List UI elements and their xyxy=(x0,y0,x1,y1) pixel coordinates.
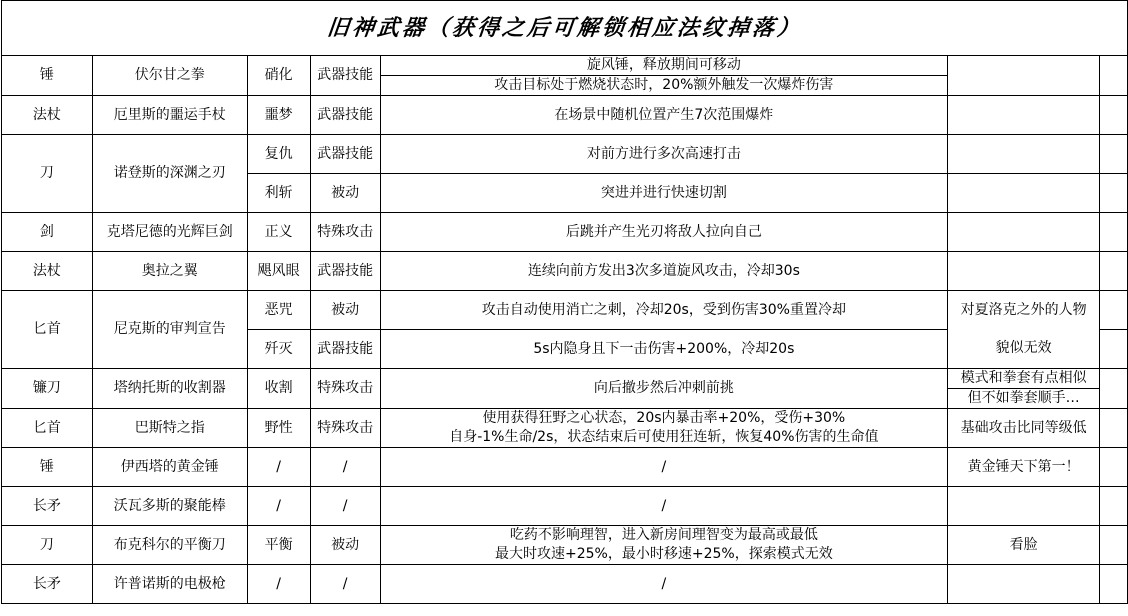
weapon-name: 尼克斯的审判宣告 xyxy=(92,291,247,369)
skill-category: 武器技能 xyxy=(310,56,380,96)
skill-category: 武器技能 xyxy=(310,252,380,291)
skill-description: 攻击自动使用消亡之刺，冷却20s，受到伤害30%重置冷却 xyxy=(380,291,948,330)
empty-cell xyxy=(1100,448,1128,487)
skill-description xyxy=(380,56,948,96)
skill-category: 被动 xyxy=(310,291,380,330)
note xyxy=(948,291,1100,369)
skill-name: / xyxy=(247,487,310,526)
weapon-type: 法杖 xyxy=(2,252,93,291)
skill-name: / xyxy=(247,565,310,604)
note xyxy=(948,213,1100,252)
weapon-name: 奥拉之翼 xyxy=(92,252,247,291)
skill-category: 特殊攻击 xyxy=(310,213,380,252)
table-title-text: 旧神武器（获得之后可解锁相应法纹掉落） xyxy=(325,14,804,41)
note xyxy=(948,174,1100,213)
skill-category: / xyxy=(310,487,380,526)
weapon-type: 法杖 xyxy=(2,96,93,135)
note: 看脸 xyxy=(948,526,1100,565)
empty-cell xyxy=(1100,96,1128,135)
table-row xyxy=(2,487,1128,526)
weapon-name: 布克科尔的平衡刀 xyxy=(92,526,247,565)
weapon-type: 剑 xyxy=(2,213,93,252)
skill-category: 武器技能 xyxy=(310,96,380,135)
weapon-type: 锤 xyxy=(2,56,93,96)
table-row xyxy=(2,526,1128,565)
note xyxy=(948,487,1100,526)
weapon-type: 刀 xyxy=(2,135,93,213)
note: 黄金锤天下第一！ xyxy=(948,448,1100,487)
skill-name: 平衡 xyxy=(247,526,310,565)
skill-description: 向后撤步然后冲刺前挑 xyxy=(380,369,948,409)
table-row xyxy=(2,369,1128,409)
skill-name: 硝化 xyxy=(247,56,310,96)
skill-name: 利斩 xyxy=(247,174,310,213)
skill-name: / xyxy=(247,448,310,487)
skill-description: / xyxy=(380,565,948,604)
empty-cell xyxy=(1100,174,1128,213)
skill-description: / xyxy=(380,448,948,487)
table-row xyxy=(2,565,1128,604)
note xyxy=(948,96,1100,135)
note-line: 模式和拳套有点相似 xyxy=(960,370,1087,386)
note xyxy=(948,252,1100,291)
weapon-type: 镰刀 xyxy=(2,369,93,409)
table-row xyxy=(2,252,1128,291)
desc-line: 吃药不影响理智，进入新房间理智变为最高或最低 xyxy=(509,527,818,543)
note-line: 但不如拳套顺手… xyxy=(948,388,1099,408)
skill-description xyxy=(380,409,948,448)
empty-cell xyxy=(1100,252,1128,291)
note xyxy=(948,369,1100,409)
skill-category: 特殊攻击 xyxy=(310,369,380,409)
desc-line: 攻击目标处于燃烧状态时，20%额外触发一次爆炸伤害 xyxy=(381,75,948,95)
weapon-type: 刀 xyxy=(2,526,93,565)
empty-cell xyxy=(1100,330,1128,369)
skill-category: 被动 xyxy=(310,526,380,565)
skill-name: 飓风眼 xyxy=(247,252,310,291)
empty-cell xyxy=(1100,56,1128,96)
empty-cell xyxy=(1100,291,1128,330)
table-row xyxy=(2,135,1128,174)
weapon-name: 伏尔甘之拳 xyxy=(92,56,247,96)
note: 基础攻击比同等级低 xyxy=(948,409,1100,448)
note xyxy=(948,565,1100,604)
desc-line: 自身-1%生命/2s，状态结束后可使用狂连斩，恢复40%伤害的生命值 xyxy=(449,429,879,445)
table-row xyxy=(2,448,1128,487)
skill-category: / xyxy=(310,448,380,487)
weapon-name: 诺登斯的深渊之刃 xyxy=(92,135,247,213)
weapon-name: 厄里斯的噩运手杖 xyxy=(92,96,247,135)
table-row xyxy=(2,56,1128,96)
weapon-name: 巴斯特之指 xyxy=(92,409,247,448)
weapon-table xyxy=(1,0,1128,604)
weapon-type: 长矛 xyxy=(2,565,93,604)
skill-name: 噩梦 xyxy=(247,96,310,135)
empty-cell xyxy=(1100,135,1128,174)
skill-category: 武器技能 xyxy=(310,330,380,369)
skill-category: 武器技能 xyxy=(310,135,380,174)
weapon-type: 长矛 xyxy=(2,487,93,526)
skill-description: 后跳并产生光刃将敌人拉向自己 xyxy=(380,213,948,252)
note-line: 对夏洛克之外的人物 xyxy=(960,302,1087,318)
skill-description: 5s内隐身且下一击伤害+200%，冷却20s xyxy=(380,330,948,369)
weapon-type: 锤 xyxy=(2,448,93,487)
table-row xyxy=(2,291,1128,330)
skill-name: 收割 xyxy=(247,369,310,409)
skill-name: 野性 xyxy=(247,409,310,448)
empty-cell xyxy=(1100,526,1128,565)
skill-description: 对前方进行多次高速打击 xyxy=(380,135,948,174)
weapon-name: 塔纳托斯的收割器 xyxy=(92,369,247,409)
table-row xyxy=(2,96,1128,135)
skill-name: 正义 xyxy=(247,213,310,252)
note-line: 貌似无效 xyxy=(995,340,1052,356)
empty-cell xyxy=(1100,487,1128,526)
skill-category: / xyxy=(310,565,380,604)
table-title xyxy=(2,1,1128,56)
skill-description: 突进并进行快速切割 xyxy=(380,174,948,213)
empty-cell xyxy=(1100,369,1128,409)
weapon-name: 克塔尼德的光辉巨剑 xyxy=(92,213,247,252)
note xyxy=(948,135,1100,174)
weapon-name: 沃瓦多斯的聚能棒 xyxy=(92,487,247,526)
skill-category: 被动 xyxy=(310,174,380,213)
weapon-type: 匕首 xyxy=(2,291,93,369)
skill-description: / xyxy=(380,487,948,526)
note xyxy=(948,56,1100,96)
empty-cell xyxy=(1100,213,1128,252)
desc-line: 最大时攻速+25%，最小时移速+25%，探索模式无效 xyxy=(495,546,833,562)
desc-line: 旋风锤，释放期间可移动 xyxy=(586,57,741,73)
table-row xyxy=(2,213,1128,252)
skill-description: 在场景中随机位置产生7次范围爆炸 xyxy=(380,96,948,135)
skill-description: 连续向前方发出3次多道旋风攻击，冷却30s xyxy=(380,252,948,291)
empty-cell xyxy=(1100,409,1128,448)
weapon-name: 许普诺斯的电极枪 xyxy=(92,565,247,604)
skill-description xyxy=(380,526,948,565)
skill-name: 复仇 xyxy=(247,135,310,174)
skill-name: 歼灭 xyxy=(247,330,310,369)
weapon-name: 伊西塔的黄金锤 xyxy=(92,448,247,487)
empty-cell xyxy=(1100,565,1128,604)
weapon-type: 匕首 xyxy=(2,409,93,448)
skill-name: 恶咒 xyxy=(247,291,310,330)
desc-line: 使用获得狂野之心状态，20s内暴击率+20%，受伤+30% xyxy=(482,410,846,426)
table-row xyxy=(2,409,1128,448)
skill-category: 特殊攻击 xyxy=(310,409,380,448)
